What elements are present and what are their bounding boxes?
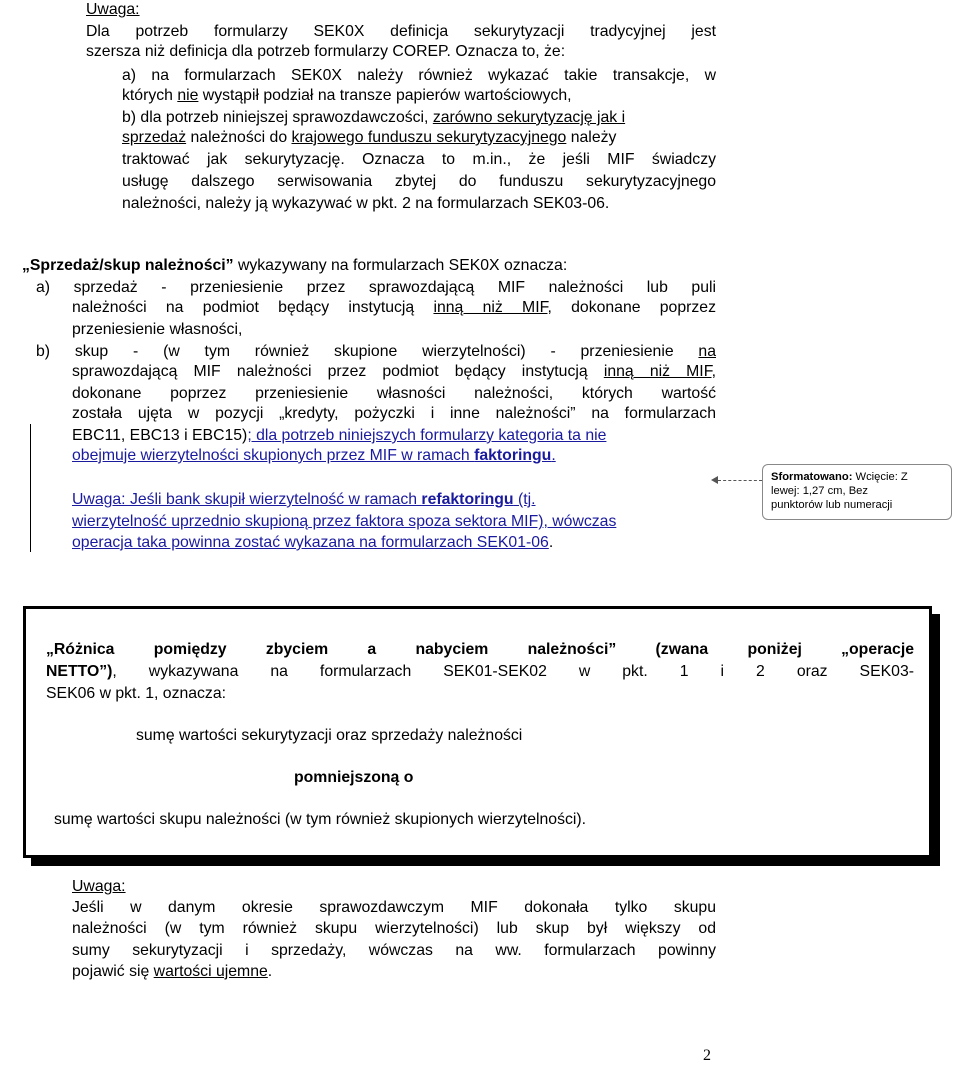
- s2-b-line-4: została ujęta w pozycji „kredyty, pożyczki i inne należności” na formularzach: [72, 405, 716, 422]
- s2-note-line-3: operacja taka powinna zostać wykazana na formularzach SEK01-06.: [72, 534, 554, 551]
- s1-b-line-3: traktować jak sekurytyzację. Oznacza to m.in., że jeśli MIF świadczy: [122, 151, 716, 168]
- box-line-1: „Różnica pomiędzy zbyciem a nabyciem należności” (zwana poniżej „operacje: [46, 641, 914, 658]
- page-number: 2: [703, 1047, 711, 1064]
- uwaga-heading-2: Uwaga:: [72, 878, 126, 895]
- definition-box: [23, 606, 932, 858]
- s2-note-line-2: wierzytelność uprzednio skupioną przez faktora spoza sektora MIF), wówczas: [72, 513, 617, 530]
- s1-a-line-1: a) na formularzach SEK0X należy również wykazać takie transakcje, w: [122, 67, 716, 84]
- s2-b-line-3: dokonane poprzez przeniesienie własności należności, których wartość: [72, 385, 716, 402]
- s1-b-line-4: usługę dalszego serwisowania zbytej do funduszu sekurytyzacyjnego: [122, 173, 716, 190]
- box-formula-2: pomniejszoną o: [294, 769, 414, 786]
- format-comment-balloon[interactable]: [762, 464, 952, 520]
- comment-line-1: Sformatowano: Wcięcie: Z: [771, 471, 908, 483]
- comment-line-2: lewej: 1,27 cm, Bez: [771, 485, 869, 497]
- box-formula-3: sumę wartości skupu należności (w tym również skupionych wierzytelności).: [54, 811, 587, 828]
- s2-b-line-6: obejmuje wierzytelności skupionych przez MIF w ramach faktoringu.: [72, 447, 556, 464]
- s1-line-2: szersza niż definicja dla potrzeb formularzy COREP. Oznacza to, że:: [86, 43, 566, 60]
- s4-line-3: sumy sekurytyzacji i sprzedaży, wówczas na ww. formularzach powinny: [72, 942, 716, 959]
- box-line-3: SEK06 w pkt. 1, oznacza:: [46, 685, 227, 702]
- comment-arrow-icon: [711, 476, 718, 484]
- s1-b-line-1: b) dla potrzeb niniejszej sprawozdawczości, zarówno sekurytyzację jak i: [122, 109, 626, 126]
- s2-a-line-2: należności na podmiot będący instytucją inną niż MIF, dokonane poprzez: [72, 299, 716, 316]
- s4-line-2: należności (w tym również skupu wierzytelności) lub skup był większy od: [72, 920, 716, 937]
- uwaga-heading-1: Uwaga:: [86, 1, 140, 18]
- box-line-2: NETTO”), wykazywana na formularzach SEK01-SEK02 w pkt. 1 i 2 oraz SEK03-: [46, 663, 914, 680]
- change-bar: [30, 424, 31, 552]
- s1-a-line-2: których nie wystąpił podział na transze papierów wartościowych,: [122, 87, 572, 104]
- comment-connector: [718, 480, 762, 481]
- comment-line-3: punktorów lub numeracji: [771, 499, 893, 511]
- s4-line-4: pojawić się wartości ujemne.: [72, 963, 273, 980]
- s1-line-1: Dla potrzeb formularzy SEK0X definicja sekurytyzacji tradycyjnej jest: [86, 23, 716, 40]
- s2-b-line-2: sprawozdającą MIF należności przez podmiot będący instytucją inną niż MIF,: [72, 363, 716, 380]
- s1-b-line-5: należności, należy ją wykazywać w pkt. 2 na formularzach SEK03-06.: [122, 195, 610, 212]
- s2-a-line-3: przeniesienie własności,: [72, 321, 243, 338]
- s2-b-line-1: b) skup - (w tym również skupione wierzytelności) - przeniesienie na: [36, 343, 716, 360]
- s1-b-line-2: sprzedaż należności do krajowego funduszu sekurytyzacyjnego należy: [122, 129, 617, 146]
- s4-line-1: Jeśli w danym okresie sprawozdawczym MIF dokonała tylko skupu: [72, 899, 716, 916]
- box-formula-1: sumę wartości sekurytyzacji oraz sprzedaży należności: [136, 727, 523, 744]
- s2-note-line-1: Uwaga: Jeśli bank skupił wierzytelność w ramach refaktoringu (tj.: [72, 491, 536, 508]
- s2-a-line-1: a) sprzedaż - przeniesienie przez sprawozdającą MIF należności lub puli: [36, 279, 716, 296]
- s2-b-line-5: EBC11, EBC13 i EBC15); dla potrzeb niniejszych formularzy kategoria ta nie: [72, 427, 607, 444]
- s2-title: „Sprzedaż/skup należności” wykazywany na formularzach SEK0X oznacza:: [22, 257, 568, 274]
